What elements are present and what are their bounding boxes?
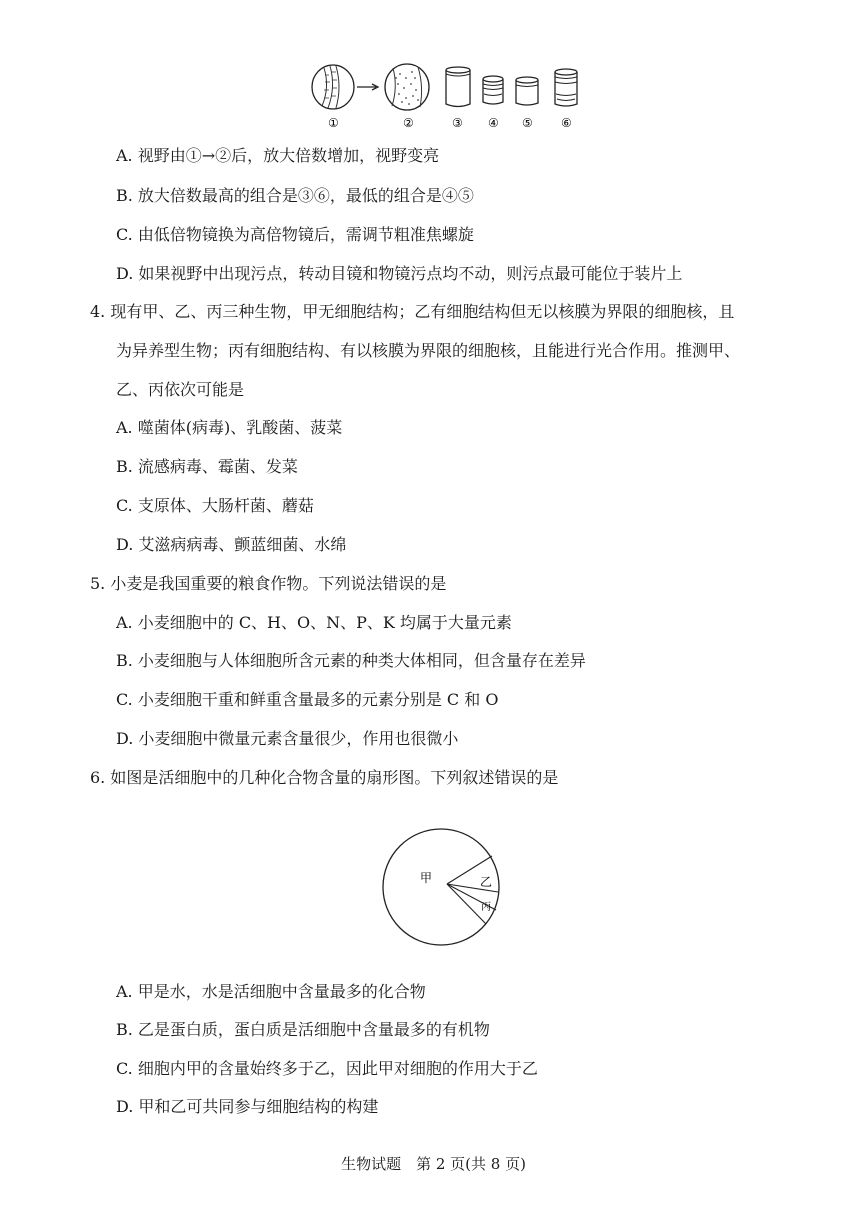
q3-option-a: A. 视野由①→②后，放大倍数增加，视野变亮 [116, 146, 440, 165]
eyepiece-short [446, 67, 470, 107]
q5-option-b: B. 小麦细胞与人体细胞所含元素的种类大体相同，但含量存在差异 [116, 651, 586, 670]
q4-option-b: B. 流感病毒、霉菌、发菜 [116, 457, 298, 476]
q5-stem: 5. 小麦是我国重要的粮食作物。下列说法错误的是 [90, 574, 447, 593]
pie-label-bing: 丙 [481, 902, 491, 913]
pie-label-jia: 甲 [420, 871, 433, 885]
q3-option-c: C. 由低倍物镜换为高倍物镜后，需调节粗准焦螺旋 [116, 225, 474, 244]
figure-label-4: ④ [488, 116, 499, 130]
figure-label-2: ② [403, 116, 414, 130]
figure-label-6: ⑥ [561, 116, 572, 130]
q3-option-d: D. 如果视野中出现污点，转动目镜和物镜污点均不动，则污点最可能位于装片上 [116, 264, 683, 283]
q3-option-b: B. 放大倍数最高的组合是③⑥，最低的组合是④⑤ [116, 186, 474, 205]
field-of-view-2 [385, 64, 429, 110]
compound-pie-figure [378, 826, 508, 948]
q6-option-d: D. 甲和乙可共同参与细胞结构的构建 [116, 1097, 379, 1116]
figure-label-3: ③ [452, 116, 463, 130]
q6-option-a: A. 甲是水，水是活细胞中含量最多的化合物 [116, 982, 426, 1001]
arrow-icon [357, 84, 378, 90]
q4-stem-line3: 乙、丙依次可能是 [116, 380, 245, 399]
field-of-view-1 [312, 65, 354, 109]
q5-option-a: A. 小麦细胞中的 C、H、O、N、P、K 均属于大量元素 [116, 613, 512, 632]
q6-option-b: B. 乙是蛋白质，蛋白质是活细胞中含量最多的有机物 [116, 1020, 490, 1039]
microscope-figure [300, 60, 600, 134]
q4-option-a: A. 噬菌体(病毒)、乳酸菌、菠菜 [116, 418, 343, 437]
q4-stem-line2: 为异养型生物；丙有细胞结构、有以核膜为界限的细胞核，且能进行光合作用。推测甲、 [116, 341, 741, 360]
q5-option-c: C. 小麦细胞干重和鲜重含量最多的元素分别是 C 和 O [116, 690, 499, 709]
pie-label-yi: 乙 [480, 875, 493, 889]
q6-stem: 6. 如图是活细胞中的几种化合物含量的扇形图。下列叙述错误的是 [90, 768, 559, 787]
q4-option-d: D. 艾滋病病毒、颤蓝细菌、水绵 [116, 535, 347, 554]
figure-label-1: ① [328, 116, 339, 130]
q5-option-d: D. 小麦细胞中微量元素含量很少，作用也很微小 [116, 729, 459, 748]
figure-label-5: ⑤ [522, 116, 533, 130]
q4-stem-line1: 4. 现有甲、乙、丙三种生物，甲无细胞结构；乙有细胞结构但无以核膜为界限的细胞核，且 [90, 302, 735, 321]
q6-option-c: C. 细胞内甲的含量始终多于乙，因此甲对细胞的作用大于乙 [116, 1059, 538, 1078]
q4-option-c: C. 支原体、大肠杆菌、蘑菇 [116, 496, 314, 515]
page-footer: 生物试题 第 2 页(共 8 页) [341, 1155, 526, 1173]
eyepiece-long [516, 77, 538, 105]
objective-lens-6 [555, 69, 577, 106]
objective-lens-4 [483, 76, 503, 104]
